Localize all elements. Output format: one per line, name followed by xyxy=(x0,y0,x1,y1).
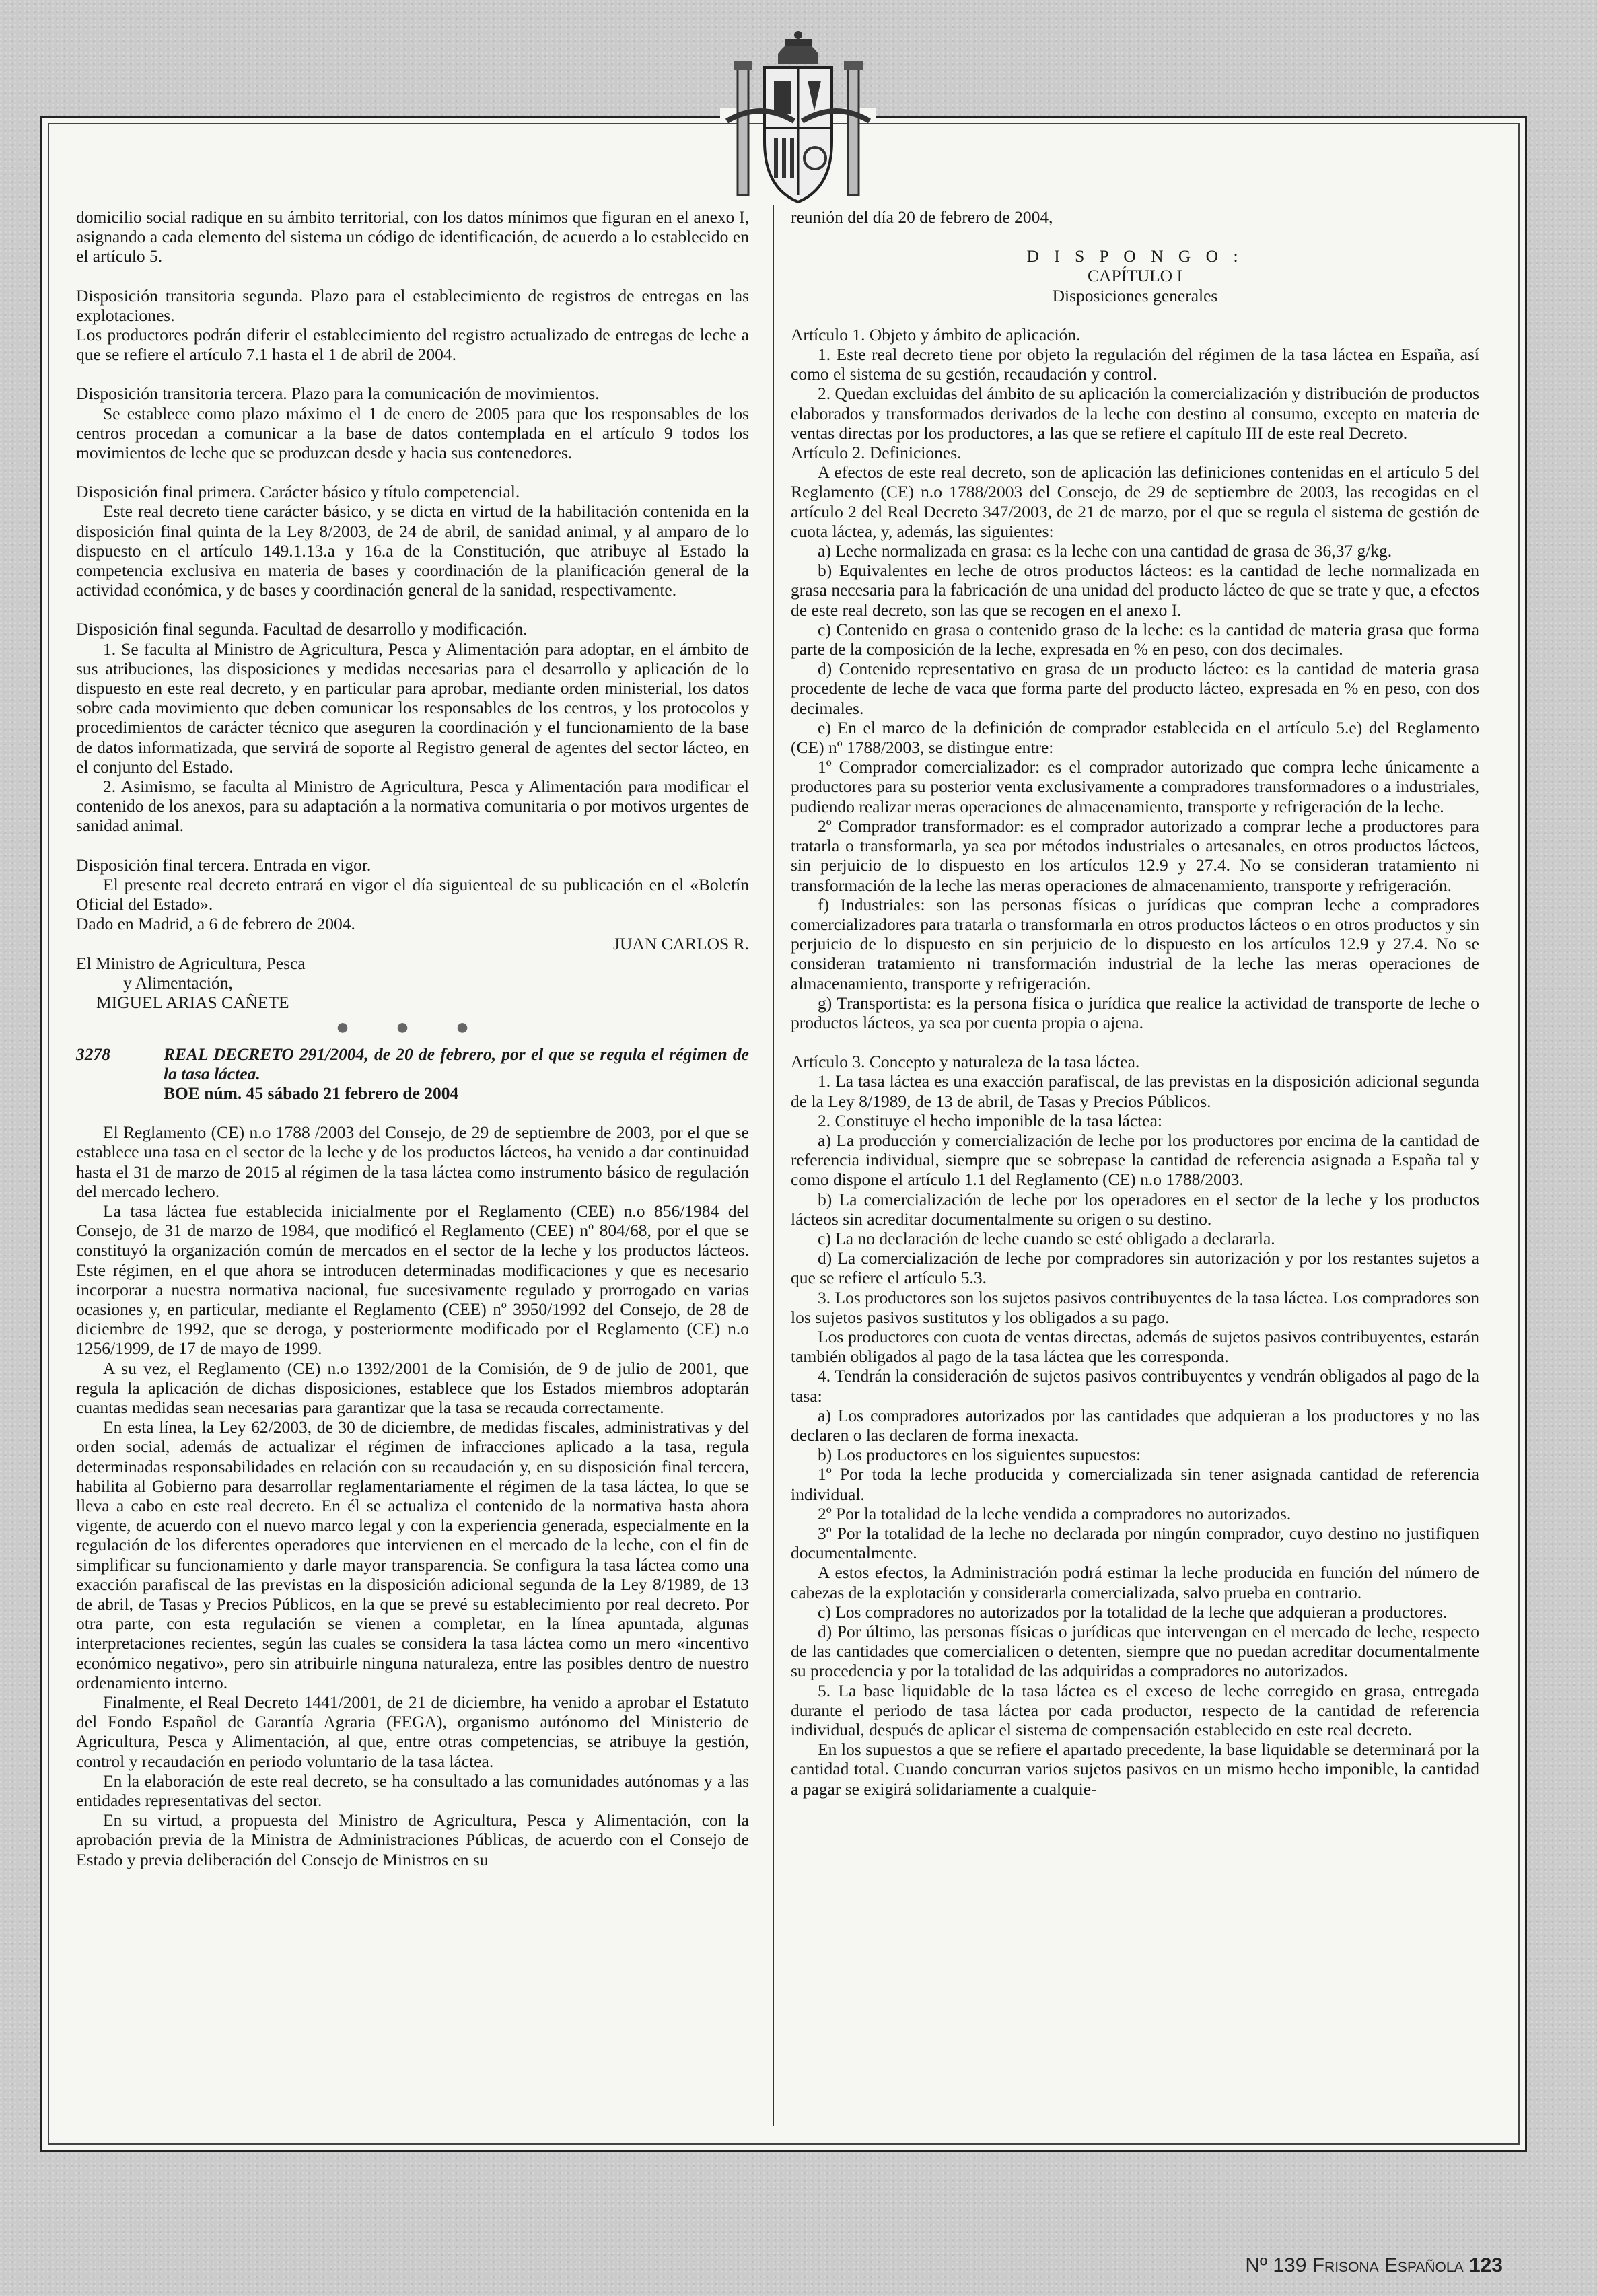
paragraph: La tasa láctea fue establecida inicialmente por el Reglamento (CEE) n.o 856/1984 del Consejo, de 31 de marzo de 1984, que modificó el Reglamento (CEE) nº 804/68, por el que se constituyó la organización común de mercados en el sector de la leche y los productos lácteos. Este régimen, en el que ahora se introducen determinadas modificaciones y que es necesario incorporar a nuestra normativa nacional, fue sucesivamente regulado y prorrogado en varias ocasiones y, en particular, mediante el Reglamento (CEE) nº 3950/1992 del Consejo, de 28 de diciembre de 1992, que se deroga, y posteriormente modificado por el Reglamento (CE) n.o 1256/1999, de 17 de mayo de 1999. xyxy=(76,1200,749,1359)
minister-title-cont: y Alimentación, xyxy=(123,972,233,993)
paragraph: a) La producción y comercialización de leche por los productores por encima de la cantidad de referencia individual, siempre que se sobrepase la cantidad de referencia asignada a España tal y como dispone el artículo 1.1 del Reglamento (CE) n.o 1788/2003. xyxy=(791,1130,1479,1190)
minister-title: El Ministro de Agricultura, Pesca xyxy=(76,953,306,973)
paragraph: 2. Quedan excluidas del ámbito de su aplicación la comercialización y distribución de productos elaborados y transformados derivados de la leche con destino al consumo, excepto en materia de ventas directas por los productores, a las que se refiere el capítulo III de este real Decreto. xyxy=(791,384,1479,443)
page-number: 123 xyxy=(1468,2254,1503,2276)
paragraph: b) Los productores en los siguientes supuestos: xyxy=(818,1445,1141,1465)
decree-title: REAL DECRETO 291/2004, de 20 de febrero, por el que se regula el régimen de la tasa láctea. xyxy=(164,1044,749,1083)
paragraph: Este real decreto tiene carácter básico, y se dicta en virtud de la habilitación contenida en la disposición final quinta de la Ley 8/2003, de 24 de abril, de sanidad animal, y al amparo de lo dispuesto en el artículo 149.1.13.a y 16.a de la Constitución, que atribuye al Estado la competencia exclusiva en materia de bases y coordinación de la planificación general de la actividad económica, y de bases y coordinación general de la sanidad, respectivamente. xyxy=(76,501,749,600)
paragraph: En esta línea, la Ley 62/2003, de 30 de diciembre, de medidas fiscales, administrativas y del orden social, además de actualizar el régimen de infracciones aplicado a la tasa, regula determinadas responsabilidades en relación con su recaudación y, en su disposición final tercera, habilita al Gobierno para desarrollar reglamentariamente el régimen de la tasa láctea, lo que se lleva a cabo en este real decreto. En él se actualiza el contenido de la normativa hasta ahora vigente, de acuerdo con el nuevo marco legal y con la experiencia generada, especialmente en la regulación de los diferentes operadores que intervienen en el mercado de la leche, con el fin de simplificar su funcionamiento y darle mayor transparencia. Se configura la tasa láctea como una exacción parafiscal de las previstas en la disposición adicional segunda de la Ley 8/1989, de 13 de abril, de Tasas y Precios Públicos, en la que se prevé su establecimiento por real decreto. Por otra parte, con esta regulación se vienen a completar, en la línea apuntada, algunas interpretaciones recientes, según las cuales se considera la tasa láctea como un mero «incentivo económico negativo», pero sin atribuirle ninguna naturaleza, entre las posibles dentro de nuestro ordenamiento interno. xyxy=(76,1417,749,1692)
paragraph: El Reglamento (CE) n.o 1788 /2003 del Consejo, de 29 de septiembre de 2003, por el que se establece una tasa en el sector de la leche y de los productos lácteos, ha venido a dar continuidad hasta el 31 de marzo de 2015 al régimen de la tasa láctea como instrumento básico de regulación del mercado lechero. xyxy=(76,1122,749,1201)
signature-king: JUAN CARLOS R. xyxy=(613,933,749,954)
issue-number: Nº 139 xyxy=(1245,2254,1307,2276)
paragraph: g) Transportista: es la persona física o jurídica que realice la actividad de transporte de leche o productos lácteos, ya sea por cuenta propia o ajena. xyxy=(791,993,1479,1032)
paragraph: 2. Asimismo, se faculta al Ministro de Agricultura, Pesca y Alimentación para modificar el contenido de los anexos, para su adaptación a la normativa comunitaria o por motivos urgentes de sanidad animal. xyxy=(76,777,749,836)
paragraph: d) Contenido representativo en grasa de un producto lácteo: es la cantidad de materia grasa procedente de leche de vaca que forma parte del producto lácteo, expresada en % en peso, con dos decimales. xyxy=(791,659,1479,718)
paragraph: Se establece como plazo máximo el 1 de enero de 2005 para que los responsables de los centros procedan a comunicar a la base de datos contemplada en el artículo 9 todos los movimientos de leche que se produzcan desde y hacia sus contenedores. xyxy=(76,403,749,463)
paragraph: b) Equivalentes en leche de otros productos lácteos: es la cantidad de leche normalizada en grasa necesaria para la fabricación de una unidad del producto lácteo de que se trate y que, a efectos de este real decreto, son las que se recogen en el anexo I. xyxy=(791,561,1479,620)
article-heading: Artículo 3. Concepto y naturaleza de la tasa láctea. xyxy=(791,1052,1140,1072)
paragraph: 1. La tasa láctea es una exacción parafiscal, de las previstas en la disposición adicional segunda de la Ley 8/1989, de 13 de abril, de Tasas y Precios Públicos. xyxy=(791,1071,1479,1111)
paragraph: En los supuestos a que se refiere el apartado precedente, la base liquidable se determinará por la cantidad total. Cuando concurran varios sujetos pasivos en un mismo hecho imponible, la cantidad a pagar se exigirá solidariamente a cualquie- xyxy=(791,1739,1479,1799)
article-heading: Artículo 2. Definiciones. xyxy=(791,443,962,463)
paragraph: 2º Comprador transformador: es el comprador autorizado a comprar leche a productores para tratarla o transformarla, ya sea por métodos industriales o artesanales, en otros productos lácteos, sin perjuicio de lo dispuesto en los artículos 12.9 y 27.4. No se consideran tratamiento ni transformación de la leche las meras operaciones de almacenamiento, transporte y refrigeración. xyxy=(791,816,1479,895)
chapter-subtitle: Disposiciones generales xyxy=(1052,285,1218,306)
paragraph: 5. La base liquidable de la tasa láctea es el exceso de leche corregido en grasa, entregada durante el periodo de tasa láctea por cada productor, respecto de la cantidad de referencia individual, después de aplicar el sistema de compensación establecido en este real decreto. xyxy=(791,1680,1479,1740)
minister-name: MIGUEL ARIAS CAÑETE xyxy=(96,993,289,1013)
paragraph: e) En el marco de la definición de comprador establecida en el artículo 5.e) del Reglamento (CE) nº 1788/2003, se distingue entre: xyxy=(791,717,1479,758)
paragraph: a) Los compradores autorizados por las cantidades que adquieran a los productores y no las declaren o las declaren de forma inexacta. xyxy=(791,1405,1479,1445)
paragraph: En la elaboración de este real decreto, se ha consultado a las comunidades autónomas y a las entidades representativas del sector. xyxy=(76,1770,749,1811)
decree-number: 3278 xyxy=(76,1044,110,1064)
paragraph: A estos efectos, la Administración podrá estimar la leche producida en función del número de cabezas de la explotación y considerarla comercializada, salvo prueba en contrario. xyxy=(791,1563,1479,1602)
paragraph: c) Los compradores no autorizados por la totalidad de la leche que adquieran a productores. xyxy=(818,1602,1448,1622)
paragraph: Los productores podrán diferir el establecimiento del registro actualizado de entregas de leche a que se refiere el artículo 7.1 hasta el 1 de abril de 2004. xyxy=(76,325,749,365)
chapter-heading: CAPÍTULO I xyxy=(1088,266,1182,286)
paragraph: 1. Este real decreto tiene por objeto la regulación del régimen de la tasa láctea en España, así como el sistema de su gestión, recaudación y control. xyxy=(791,345,1479,384)
right-column xyxy=(791,207,1479,1799)
page-footer xyxy=(1245,2254,1503,2277)
paragraph: 3. Los productores son los sujetos pasivos contribuyentes de la tasa láctea. Los compradores son los sujetos pasivos sustitutos y los obligados a su pago. xyxy=(791,1287,1479,1327)
paragraph: 4. Tendrán la consideración de sujetos pasivos contribuyentes y vendrán obligados al pago de la tasa: xyxy=(791,1366,1479,1406)
paragraph: A su vez, el Reglamento (CE) n.o 1392/2001 de la Comisión, de 9 de julio de 2001, que regula la aplicación de dichas disposiciones, establece que los Estados miembros adoptarán cuantas medidas sean necesarias para garantizar que la tasa se recauda correctamente. xyxy=(76,1358,749,1417)
paragraph: reunión del día 20 de febrero de 2004, xyxy=(791,207,1053,227)
paragraph: 1º Por toda la leche producida y comercializada sin tener asignada cantidad de referencia individual. xyxy=(791,1464,1479,1504)
section-heading: Disposición final primera. Carácter básico y título competencial. xyxy=(76,482,520,502)
coat-of-arms-icon xyxy=(720,27,876,209)
date-line: Dado en Madrid, a 6 de febrero de 2004. xyxy=(76,914,355,934)
section-heading: Disposición final tercera. Entrada en vigor. xyxy=(76,855,371,875)
paragraph: domicilio social radique en su ámbito territorial, con los datos mínimos que figuran en el anexo I, asignando a cada elemento del sistema un código de identificación, de acuerdo a lo establecido en el artículo 5. xyxy=(76,207,749,266)
magazine-name-2: Española xyxy=(1384,2254,1464,2276)
column-divider xyxy=(773,205,774,2126)
section-heading: Disposición transitoria tercera. Plazo para la comunicación de movimientos. xyxy=(76,384,600,404)
section-heading: Disposición final segunda. Facultad de desarrollo y modificación. xyxy=(76,619,528,639)
paragraph: c) Contenido en grasa o contenido graso de la leche: es la cantidad de materia grasa que forma parte de la composición de la leche, expresada en % en peso, con dos decimales. xyxy=(791,619,1479,659)
paragraph: c) La no declaración de leche cuando se esté obligado a declararla. xyxy=(818,1228,1275,1248)
paragraph: 2. Constituye el hecho imponible de la tasa láctea: xyxy=(818,1110,1162,1131)
paragraph: b) La comercialización de leche por los operadores en el sector de la leche y los productos lácteos sin acreditar documentalmente su origen o su destino. xyxy=(791,1189,1479,1229)
decree-header xyxy=(76,1044,749,1104)
paragraph: d) Por último, las personas físicas o jurídicas que intervengan en el mercado de leche, respecto de las cantidades que comercialicen o detenten, siempre que no puedan acreditar documentalmente su procedencia y por la totalidad de las adquiridas a compradores no autorizados. xyxy=(791,1622,1479,1681)
paragraph: Los productores con cuota de ventas directas, además de sujetos pasivos contribuyentes, estarán también obligados al pago de la tasa láctea que les corresponda. xyxy=(791,1326,1479,1367)
paragraph: 1º Comprador comercializador: es el comprador autorizado que compra leche únicamente a productores para su posterior venta exclusivamente a compradores transformadores o a industriales, pudiendo realizar meras operaciones de almacenamiento, transporte y refrigeración de la leche. xyxy=(791,757,1479,816)
article-heading: Artículo 1. Objeto y ámbito de aplicación. xyxy=(791,324,1081,345)
left-column xyxy=(76,207,749,1869)
separator-dots: ● ● ● xyxy=(335,1015,490,1040)
paragraph: f) Industriales: son las personas físicas o jurídicas que compran leche a compradores comercializadores para tratarla o transformarla en otros productos lácteos o en otros productos y sin perjuicio de lo dispuesto en sin perjuicio de lo dispuesto en los artículos 12.9 y 27.4. No se consideran tratamiento ni transformación industrial de la leche las meras operaciones de almacenamiento, transporte y refrigeración. xyxy=(791,894,1479,993)
paragraph: 2º Por la totalidad de la leche vendida a compradores no autorizados. xyxy=(818,1503,1291,1523)
paragraph: d) La comercialización de leche por compradores sin autorización y por los restantes sujetos a que se refiere el artículo 5.3. xyxy=(791,1248,1479,1288)
paragraph: En su virtud, a propuesta del Ministro de Agricultura, Pesca y Alimentación, con la aprobación previa de la Ministra de Administraciones Públicas, de acuerdo con el Consejo de Estado y previa deliberación del Consejo de Ministros en su xyxy=(76,1810,749,1869)
magazine-name: Frisona xyxy=(1312,2254,1379,2276)
paragraph: A efectos de este real decreto, son de aplicación las definiciones contenidas en el artículo 5 del Reglamento (CE) n.o 1788/2003 del Consejo, de 29 de septiembre de 2003, las recogidas en el artículo 2 del Real Decreto 347/2003, de 21 de marzo, por el que se regula el sistema de gestión de cuota láctea, y, además, las siguientes: xyxy=(791,462,1479,541)
boe-reference: BOE núm. 45 sábado 21 febrero de 2004 xyxy=(164,1083,459,1103)
paragraph: El presente real decreto entrará en vigor el día siguienteal de su publicación en el «Boletín Oficial del Estado». xyxy=(76,874,749,914)
paragraph: a) Leche normalizada en grasa: es la leche con una cantidad de grasa de 36,37 g/kg. xyxy=(818,541,1392,561)
paragraph: 1. Se faculta al Ministro de Agricultura, Pesca y Alimentación para adoptar, en el ámbito de sus atribuciones, las disposiciones y medidas necesarias para el desarrollo y aplicación de lo dispuesto en este real decreto, y en particular para aprobar, mediante orden ministerial, los datos sobre cada movimiento que deben comunicar los responsables de los centros, y los protocolos y procedimientos de carácter técnico que aseguren la coordinación y el funcionamiento de la base de datos informatizada, que servirá de soporte al Registro general de agentes del sector lácteo, en el conjunto del Estado. xyxy=(76,639,749,777)
paragraph: Finalmente, el Real Decreto 1441/2001, de 21 de diciembre, ha venido a aprobar el Estatuto del Fondo Español de Garantía Agraria (FEGA), organismo autónomo del Ministerio de Agricultura, Pesca y Alimentación, al que, entre otras competencias, se atribuye la gestión, control y recaudación en periodo voluntario de la tasa láctea. xyxy=(76,1692,749,1771)
dispongo-heading: D I S P O N G O : xyxy=(1026,246,1244,266)
section-heading: Disposición transitoria segunda. Plazo para el establecimiento de registros de entregas en las explotaciones. xyxy=(76,285,749,325)
paragraph: 3º Por la totalidad de la leche no declarada por ningún comprador, cuyo destino no justifiquen documentalmente. xyxy=(791,1523,1479,1563)
